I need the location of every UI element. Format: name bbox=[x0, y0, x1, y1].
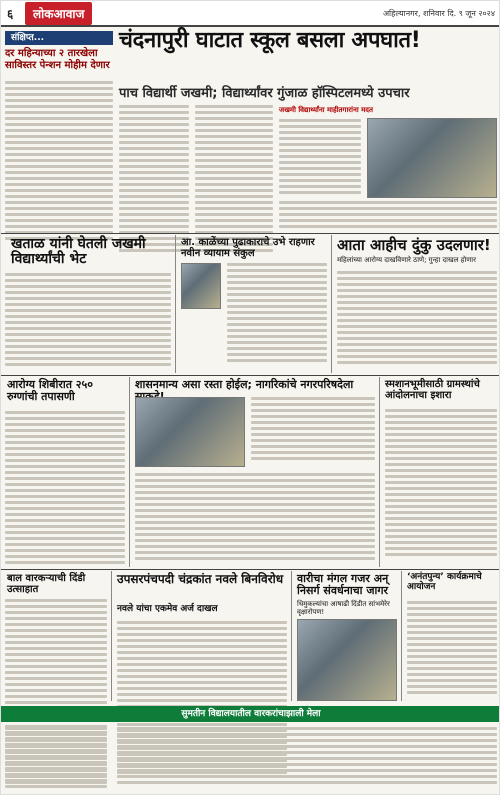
lead-body-bottom bbox=[279, 201, 497, 231]
masthead bbox=[1, 1, 500, 27]
story6-headline: शासनमान्य असा रस्ता होईल; नागरिकांचे नगरपरिषदेला bbox=[135, 378, 354, 391]
divider bbox=[1, 375, 500, 376]
story7-headline: स्मशानभूमीसाठी ग्रामस्थांचे आंदोलनाचा इशारा bbox=[385, 379, 480, 401]
story5-body bbox=[5, 411, 125, 567]
story11-headline: ‘अनंतपुन्य’ कार्यक्रमाचे आयोजन bbox=[407, 572, 482, 592]
divider bbox=[331, 235, 332, 373]
section-label: संक्षिप्त... bbox=[5, 31, 113, 45]
story10-headline: वारीचा मंगल गजर अन् निसर्ग संवर्धनाचा जागर bbox=[297, 572, 389, 598]
story6-body bbox=[251, 397, 375, 463]
page-number: ६ bbox=[7, 6, 14, 21]
story9-headline: उपसरपंचपदी चंद्रकांत नवले बिनविरोध bbox=[117, 572, 284, 586]
bottom-left-body bbox=[5, 727, 107, 787]
divider bbox=[1, 569, 500, 570]
story6-body-bottom bbox=[135, 473, 375, 563]
lead-photo bbox=[367, 118, 497, 198]
short-news-body bbox=[5, 81, 113, 243]
story4-body bbox=[337, 271, 497, 367]
portrait-photo bbox=[181, 263, 221, 309]
story7-body bbox=[385, 409, 497, 559]
divider bbox=[379, 377, 380, 567]
story5-headline: आरोग्य शिबीरात २५० रुग्णांची तपासणी bbox=[7, 378, 93, 404]
short-news-headline: दर महिन्याच्या २ तारखेला साविस्तर पेन्शन मोहीम देणार bbox=[5, 48, 110, 71]
divider bbox=[401, 571, 402, 701]
story2-body bbox=[5, 273, 171, 369]
lead-subhead: पाच विद्यार्थी जखमी; विद्यार्थ्यांवर गुंजाळ हॉस्पिटलमध्ये उपचार bbox=[119, 86, 410, 101]
bottom-body bbox=[117, 727, 497, 787]
divider bbox=[129, 377, 130, 567]
story10-subhead: धिमुकल्यांचा आषाढी दिंडीत सांभमेरेर वृक्षारोपण! bbox=[297, 600, 390, 616]
story9-subhead: नवले यांचा एकमेव अर्ज दाखल bbox=[117, 604, 218, 614]
divider bbox=[175, 235, 176, 373]
story11-body bbox=[407, 601, 497, 697]
story2-headline: खताळ यांनी घेतली जखमी विद्यार्थ्यांची भेट bbox=[11, 236, 146, 268]
dateline: अहिल्यानगर, शनिवार दि. ९ जून २०२४ bbox=[382, 8, 495, 18]
green-banner: सुमतीन विद्यालयातील वारकरांचाझाली मेला bbox=[1, 706, 500, 722]
story3-headline: आ. काळेंच्या पुढाकाराचे उभे राहणार नवीन व्यायाम संकुल bbox=[181, 237, 315, 259]
divider bbox=[291, 571, 292, 701]
lead-body-col3 bbox=[279, 119, 361, 197]
divider bbox=[1, 233, 500, 234]
dindi-photo bbox=[297, 619, 397, 701]
lead-headline: चंदनापुरी घाटात स्कूल बसला अपघात! bbox=[119, 28, 421, 53]
story8-headline: बाल वारकऱ्याची दिंडी उत्साहात bbox=[7, 573, 86, 595]
divider bbox=[111, 571, 112, 701]
newspaper-logo: लोकआवाज bbox=[25, 2, 92, 25]
story4-headline: आता आहीच दुंकु उदलणार! bbox=[337, 236, 491, 254]
story3-body bbox=[227, 263, 327, 365]
story6-photo bbox=[135, 397, 245, 467]
story4-subhead: महिलांच्या आरोग्य दाखविणारे ठाणे; गुन्हा दाखल होणार bbox=[337, 256, 476, 264]
lead-highlight: जखमी विद्यार्थ्यांना माहीतगारांना मदत bbox=[279, 106, 373, 114]
